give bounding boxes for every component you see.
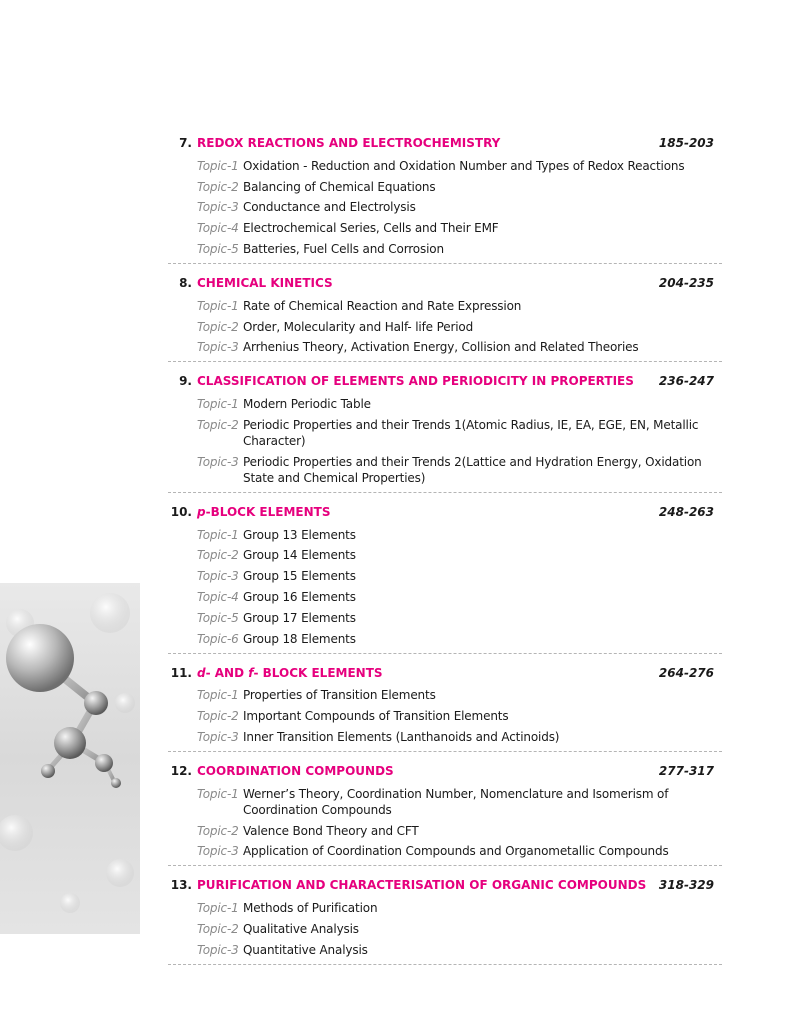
- chapter-page-range: 185-203: [658, 136, 714, 150]
- chapter-heading[interactable]: [168, 664, 722, 683]
- topic-text: Modern Periodic Table: [243, 397, 371, 412]
- topic-item[interactable]: [168, 241, 722, 257]
- topic-text: Valence Bond Theory and CFT: [243, 823, 419, 838]
- chapter-entry: [168, 762, 722, 866]
- topic-item[interactable]: [168, 547, 722, 563]
- chapter-title: [197, 372, 634, 391]
- topic-label: Topic-1: [197, 688, 239, 703]
- topic-label: Topic-1: [197, 901, 239, 916]
- topic-item[interactable]: [168, 527, 722, 543]
- topic-text: Oxidation - Reduction and Oxidation Number and Types of Redox Reactions: [243, 158, 685, 173]
- chapter-heading[interactable]: [168, 274, 722, 293]
- topic-item[interactable]: [168, 921, 722, 937]
- topic-label: Topic-2: [197, 319, 239, 334]
- topic-item[interactable]: [168, 454, 722, 486]
- topic-item[interactable]: [168, 823, 722, 839]
- topic-text: Balancing of Chemical Equations: [243, 179, 436, 194]
- molecule-graphic: [0, 583, 140, 934]
- topic-text: Methods of Purification: [243, 901, 378, 916]
- topic-text: Rate of Chemical Reaction and Rate Expression: [243, 298, 522, 313]
- topic-item[interactable]: [168, 786, 722, 818]
- chapter-title-italic-prefix: p: [197, 504, 206, 519]
- chapter-entry: [168, 503, 722, 654]
- topic-item[interactable]: [168, 417, 722, 449]
- topic-label: Topic-3: [197, 454, 239, 469]
- chapter-page-range: 248-263: [658, 504, 714, 519]
- chapter-page-range: 277-317: [658, 763, 714, 778]
- chapter-page-range: 204-235: [658, 275, 714, 290]
- topic-label: Topic-2: [197, 921, 239, 936]
- topic-item[interactable]: [168, 396, 722, 412]
- table-of-contents: [168, 134, 722, 975]
- topic-text: Qualitative Analysis: [243, 921, 359, 936]
- topic-text: Order, Molecularity and Half- life Period: [243, 319, 474, 334]
- topic-label: Topic-4: [197, 589, 239, 604]
- topic-label: Topic-1: [197, 786, 239, 801]
- topic-label: Topic-2: [197, 548, 239, 563]
- chapter-title-text: - AND: [205, 665, 249, 680]
- topic-text: Properties of Transition Elements: [243, 688, 436, 703]
- topic-item[interactable]: [168, 687, 722, 703]
- topic-item[interactable]: [168, 610, 722, 626]
- chapter-heading[interactable]: [168, 876, 722, 895]
- topic-label: Topic-1: [197, 298, 239, 313]
- topic-item[interactable]: [168, 199, 722, 215]
- topic-text: Werner’s Theory, Coordination Number, Nomenclature and Isomerism of Coordination Compounds: [243, 786, 669, 817]
- topic-item[interactable]: [168, 631, 722, 647]
- chapter-page-range: 318-329: [658, 878, 714, 893]
- topic-item[interactable]: [168, 220, 722, 236]
- topic-label: Topic-3: [197, 569, 239, 584]
- chapter-title: [197, 664, 383, 683]
- topic-label: Topic-1: [197, 158, 239, 173]
- chapter-title-italic-prefix: d: [197, 665, 206, 680]
- topic-text: Group 18 Elements: [243, 631, 356, 646]
- chapter-number: 9.: [179, 374, 192, 389]
- topic-item[interactable]: [168, 942, 722, 958]
- chapter-heading[interactable]: [168, 134, 722, 153]
- topic-label: Topic-3: [197, 729, 239, 744]
- topic-text: Important Compounds of Transition Elements: [243, 709, 509, 724]
- chapter-title: [197, 762, 394, 781]
- chapter-number: 10.: [170, 504, 192, 519]
- topic-label: Topic-2: [197, 179, 239, 194]
- chapter-title-text: PURIFICATION AND CHARACTERISATION OF ORGANIC COMPOUNDS: [197, 878, 647, 893]
- topic-label: Topic-1: [197, 397, 239, 412]
- topic-label: Topic-6: [197, 631, 239, 646]
- topic-text: Electrochemical Series, Cells and Their EMF: [243, 221, 499, 236]
- chapter-title-text: COORDINATION COMPOUNDS: [197, 763, 394, 778]
- topic-item[interactable]: [168, 729, 722, 745]
- chapter-number: 11.: [170, 665, 192, 680]
- topic-item[interactable]: [168, 319, 722, 335]
- chapter-entry: [168, 372, 722, 492]
- chapter-number: 8.: [179, 275, 192, 290]
- topic-text: Arrhenius Theory, Activation Energy, Collision and Related Theories: [243, 340, 639, 355]
- topic-label: Topic-3: [197, 340, 239, 355]
- topic-text: Group 14 Elements: [243, 548, 356, 563]
- topic-text: Quantitative Analysis: [243, 942, 368, 957]
- topic-label: Topic-2: [197, 823, 239, 838]
- topic-item[interactable]: [168, 843, 722, 859]
- topic-text: Batteries, Fuel Cells and Corrosion: [243, 241, 444, 256]
- chapter-entry: [168, 876, 722, 964]
- chapter-title-suffix: - BLOCK ELEMENTS: [253, 665, 383, 680]
- chapter-number: 13.: [170, 878, 192, 893]
- topic-label: Topic-3: [197, 200, 239, 215]
- topic-text: Group 16 Elements: [243, 589, 356, 604]
- topic-item[interactable]: [168, 339, 722, 355]
- topic-item[interactable]: [168, 589, 722, 605]
- chapter-entry: [168, 274, 722, 362]
- chapter-title-text: CLASSIFICATION OF ELEMENTS AND PERIODICITY IN PROPERTIES: [197, 374, 634, 389]
- chapter-title: [197, 134, 500, 153]
- chapter-title-text: REDOX REACTIONS AND ELECTROCHEMISTRY: [197, 136, 501, 150]
- topic-text: Application of Coordination Compounds and Organometallic Compounds: [243, 844, 669, 859]
- topic-item[interactable]: [168, 708, 722, 724]
- topic-item[interactable]: [168, 568, 722, 584]
- topic-text: Inner Transition Elements (Lanthanoids and Actinoids): [243, 729, 560, 744]
- chapter-entry: [168, 134, 722, 264]
- topic-label: Topic-1: [197, 527, 239, 542]
- chapter-page-range: 264-276: [658, 665, 714, 680]
- topic-text: Periodic Properties and their Trends 1(Atomic Radius, IE, EA, EGE, EN, Metallic Character): [243, 417, 699, 448]
- chapter-heading[interactable]: [168, 372, 722, 391]
- topic-item[interactable]: [168, 298, 722, 314]
- topic-text: Periodic Properties and their Trends 2(Lattice and Hydration Energy, Oxidation State and Chemical Properties): [243, 454, 702, 485]
- chapter-title: [197, 876, 646, 895]
- chapter-title-text: -BLOCK ELEMENTS: [205, 504, 331, 519]
- topic-item[interactable]: [168, 158, 722, 174]
- topic-label: Topic-2: [197, 417, 239, 432]
- topic-label: Topic-4: [197, 221, 239, 236]
- topic-label: Topic-3: [197, 844, 239, 859]
- topic-item[interactable]: [168, 179, 722, 195]
- topic-label: Topic-5: [197, 241, 239, 256]
- topic-label: Topic-3: [197, 942, 239, 957]
- topic-text: Group 15 Elements: [243, 569, 356, 584]
- topic-label: Topic-5: [197, 610, 239, 625]
- chapter-page-range: 236-247: [658, 374, 714, 389]
- topic-label: Topic-2: [197, 709, 239, 724]
- chapter-entry: [168, 664, 722, 752]
- chapter-number: 7.: [179, 136, 192, 150]
- topic-text: Group 17 Elements: [243, 610, 356, 625]
- topic-text: Conductance and Electrolysis: [243, 200, 416, 215]
- chapter-title-italic-mid: f: [248, 665, 254, 680]
- chapter-title-text: CHEMICAL KINETICS: [197, 275, 333, 290]
- topic-text: Group 13 Elements: [243, 527, 356, 542]
- molecule-illustration: [0, 583, 140, 934]
- chapter-number: 12.: [170, 763, 192, 778]
- chapter-heading[interactable]: [168, 762, 722, 781]
- chapter-title: [197, 503, 330, 522]
- chapter-heading[interactable]: [168, 503, 722, 522]
- chapter-title: [197, 274, 333, 293]
- topic-item[interactable]: [168, 900, 722, 916]
